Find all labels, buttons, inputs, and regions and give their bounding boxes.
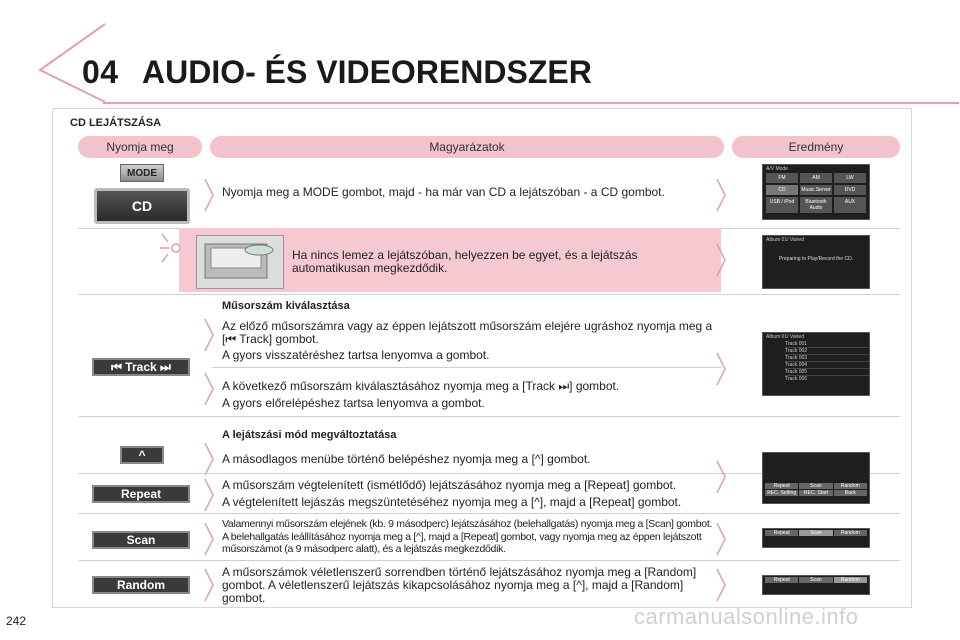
page-title: AUDIO- ÉS VIDEORENDSZER xyxy=(142,54,592,90)
track-heading: Műsorszám kiválasztása xyxy=(222,300,350,312)
mode-instruction: Nyomja meg a MODE gombot, majd - ha már van CD a lejátszóban - a CD gombot. xyxy=(222,185,665,199)
sub-option: Random xyxy=(834,483,867,489)
row-divider xyxy=(78,294,900,295)
track-item: Track 001 xyxy=(785,341,869,348)
chapter-number: 04 xyxy=(82,54,119,90)
chevron-right-icon xyxy=(204,372,214,406)
mode-option: AM xyxy=(800,173,832,183)
sub-option: Scan xyxy=(799,530,832,536)
sub-option: Repeat xyxy=(765,577,798,583)
chevron-right-icon xyxy=(204,568,214,602)
watermark: carmanualsonline.info xyxy=(634,604,859,629)
chevron-right-icon xyxy=(204,178,214,212)
track-item: Track 006 xyxy=(785,376,808,382)
section-title: CD LEJÁTSZÁSA xyxy=(70,117,162,129)
mode-option: CD xyxy=(766,185,798,195)
chevron-right-icon xyxy=(716,352,726,386)
sub-option: Scan xyxy=(799,577,832,583)
sub-option: Back xyxy=(834,490,867,496)
screen-title: Album 01/ Varied xyxy=(766,237,804,243)
scan-screen xyxy=(762,528,870,548)
mode-option: DVD xyxy=(834,185,866,195)
track-item: Track 005 xyxy=(785,369,869,376)
mode-option: FM xyxy=(766,173,798,183)
submenu-screen xyxy=(762,452,870,504)
mode-option: Bluetooth Audio xyxy=(800,197,832,213)
preparing-message: Preparing to Play/Record the CD. xyxy=(778,256,854,262)
row-divider xyxy=(78,560,900,561)
sub-option: REC. Start xyxy=(799,490,832,496)
chevron-right-icon xyxy=(204,442,214,476)
track-item: Track 004 xyxy=(785,362,869,369)
repeat-off-instruction: A végtelenített lejászás megszüntetéséhez nyomja meg a [^], majd a [Repeat] gombot. xyxy=(222,495,682,509)
sub-option: Repeat xyxy=(765,483,798,489)
sub-option: Random xyxy=(834,530,867,536)
chevron-right-icon xyxy=(716,178,726,212)
chevron-right-icon xyxy=(716,522,726,556)
sub-menu-button[interactable]: ^ xyxy=(120,446,164,464)
chevron-right-icon xyxy=(716,568,726,602)
screen-title: A/V Mode xyxy=(766,166,788,172)
chevron-right-icon xyxy=(716,460,726,494)
next-track-instruction: A következő műsorszám kiválasztásához nyomja meg a [Track ⏭] gombot. xyxy=(222,379,620,393)
page-number: 242 xyxy=(6,614,27,628)
row-divider xyxy=(212,367,722,368)
row-divider xyxy=(78,416,900,417)
submenu-instruction: A másodlagos menübe történő belépéshez nyomja meg a [^] gombot. xyxy=(222,452,591,466)
insert-cd-note: Ha nincs lemez a lejátszóban, helyezzen be egyet, és a lejátszás automatikusan megkezdődik. xyxy=(292,248,638,275)
mode-option: LW xyxy=(834,173,866,183)
sub-option: Random xyxy=(834,577,867,583)
next-track-hold: A gyors előrelépéshez tartsa lenyomva a gombot. xyxy=(222,396,485,410)
preparing-screen xyxy=(762,235,870,289)
random-button[interactable]: Random xyxy=(92,576,190,594)
column-header-result: Eredmény xyxy=(732,136,900,158)
repeat-instruction: A műsorszám végtelenített (ismétlődő) lejátszásához nyomja meg a [Repeat] gombot. xyxy=(222,478,677,492)
column-header-press: Nyomja meg xyxy=(78,136,202,158)
mode-option: AUX xyxy=(834,197,866,213)
track-item: Track 002 xyxy=(785,348,869,355)
track-list-screen xyxy=(762,332,870,396)
sub-option: Scan xyxy=(799,483,832,489)
sub-option: REC. Setting xyxy=(765,490,798,496)
header-divider xyxy=(103,102,959,104)
cd-button[interactable]: CD xyxy=(94,188,190,224)
mode-option: Music Server xyxy=(801,187,831,193)
random-instruction: A műsorszámok véletlenszerű sorrendben történő lejátszásához nyomja meg a [Random] gombot. A véletlenszerű lejátszás kikapcsolásához nyomja meg a [^], majd a [Random] gombot. xyxy=(222,565,697,605)
row-divider xyxy=(78,513,900,514)
mode-option: USB / iPod xyxy=(766,197,798,213)
column-header-explain: Magyarázatok xyxy=(210,136,724,158)
random-screen xyxy=(762,575,870,595)
track-item: Track 003 xyxy=(785,355,869,362)
play-mode-heading: A lejátszási mód megváltoztatása xyxy=(222,429,397,441)
prev-track-hold: A gyors visszatéréshez tartsa lenyomva a gombot. xyxy=(222,348,490,362)
prev-track-instruction: Az előző műsorszámra vagy az éppen lejátszott műsorszám elejére ugráshoz nyomja meg a [⏮ Track] gombot. xyxy=(222,319,713,346)
chevron-right-icon xyxy=(204,318,214,352)
track-button[interactable]: ⏮ Track ⏭ xyxy=(92,358,190,376)
mode-button[interactable]: MODE xyxy=(120,164,164,182)
chevron-right-icon xyxy=(204,522,214,556)
chevron-right-icon xyxy=(716,243,726,277)
av-mode-screen xyxy=(762,164,870,220)
sub-option: Repeat xyxy=(765,530,798,536)
note-icon xyxy=(158,228,182,268)
screen-title: Album 01/ Varied xyxy=(766,334,804,340)
chevron-right-icon xyxy=(204,478,214,512)
scan-instruction: Valamennyi műsorszám elejének (kb. 9 másodperc) lejátszásához (belehallgatás) nyomja meg a [Scan] gombot. A belehallgatás leállításához nyomja meg a [^], majd a [Repeat] gombot, vagy nyomja meg az éppen lejátszott műsorszámot (a 9 másodperc alatt), és a lejátszás megkezdődik. xyxy=(222,518,713,555)
scan-button[interactable]: Scan xyxy=(92,531,190,549)
repeat-button[interactable]: Repeat xyxy=(92,485,190,503)
cd-insert-image xyxy=(196,235,284,289)
